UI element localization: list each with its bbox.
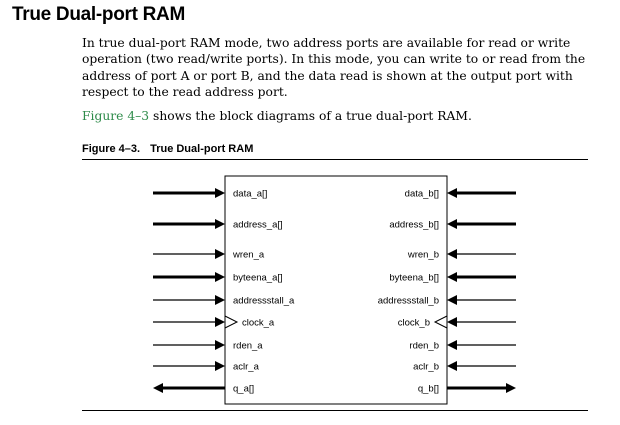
port-b-label: wren_b [407, 249, 439, 261]
port-a-arrow [215, 188, 225, 198]
section-heading: True Dual-port RAM [12, 4, 185, 25]
port-a-label: data_a[] [233, 188, 268, 200]
port-b-arrow [447, 295, 457, 305]
port-b-arrow [447, 188, 457, 198]
clock-a-symbol [225, 316, 237, 328]
port-b-arrow [447, 317, 457, 327]
port-b-arrow [447, 219, 457, 229]
port-a-arrow [153, 383, 163, 393]
port-a-arrow [215, 295, 225, 305]
figure-number: Figure 4–3. [82, 143, 141, 155]
port-b-label: byteena_b[] [389, 272, 439, 284]
figure-reference-text: shows the block diagrams of a true dual-port RAM. [149, 109, 472, 123]
port-a-label: clock_a [242, 317, 275, 329]
figure-link[interactable]: Figure 4–3 [82, 109, 150, 123]
port-b-label: rden_b [409, 340, 439, 352]
intro-paragraph: In true dual-port RAM mode, two address ports are available for read or write operation (two read/write ports). In this mode, you can write to or read from the address of port A or port B, and the data read is shown at the output port with respect to the read address port. [82, 36, 586, 99]
port-b-label: aclr_b [413, 361, 439, 373]
port-b-arrow [506, 383, 516, 393]
port-a-arrow [215, 361, 225, 371]
port-a-label: rden_a [233, 340, 263, 352]
port-b-label: address_b[] [389, 219, 439, 231]
port-a-arrow [215, 249, 225, 259]
port-b-arrow [447, 249, 457, 259]
figure-title: True Dual-port RAM [150, 143, 254, 155]
port-list [153, 188, 516, 395]
port-a-label: wren_a [233, 249, 265, 261]
port-b-arrow [447, 340, 457, 350]
port-a-arrow [215, 272, 225, 282]
port-b-arrow [447, 272, 457, 282]
port-b-label: clock_b [397, 317, 430, 329]
port-b-arrow [447, 361, 457, 371]
port-a-arrow [215, 340, 225, 350]
port-b-label: addressstall_b [377, 295, 439, 307]
port-a-arrow [215, 317, 225, 327]
port-a-label: address_a[] [233, 219, 283, 231]
port-a-arrow [215, 219, 225, 229]
port-a-label: q_a[] [233, 383, 255, 395]
port-a-label: aclr_a [233, 361, 259, 373]
clock-b-symbol [435, 316, 447, 328]
port-b-label: q_b[] [417, 383, 439, 395]
port-b-label: data_b[] [404, 188, 439, 200]
port-a-label: addressstall_a [233, 295, 295, 307]
port-a-label: byteena_a[] [233, 272, 283, 284]
